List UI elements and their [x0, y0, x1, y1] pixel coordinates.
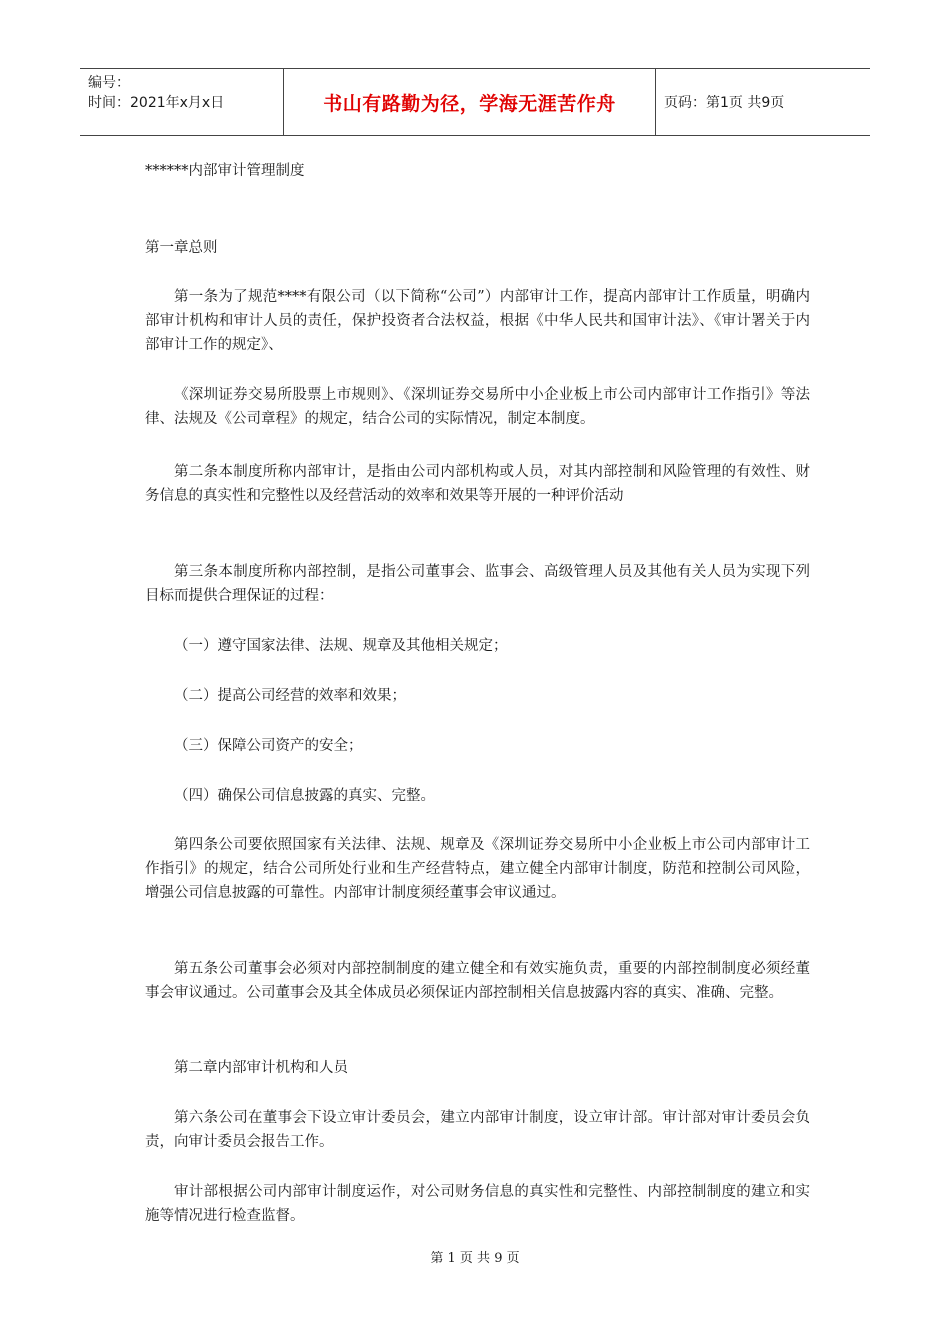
list-item: （一）遵守国家法律、法规、规章及其他相关规定；	[174, 638, 508, 654]
chapter-heading: 第二章内部审计机构和人员	[174, 1060, 348, 1076]
document-header	[80, 68, 870, 136]
list-item: （二）提高公司经营的效率和效果；	[174, 688, 406, 704]
number-label: 编号：	[88, 75, 130, 91]
paragraph: 第四条公司要依照国家有关法律、法规、规章及《深圳证券交易所中小企业板上市公司内部审计工作指引》的规定，结合公司所处行业和生产经营特点，建立健全内部审计制度，防范和控制公司风险，增强公司信息披露的可靠性。内部审计制度须经董事会审议通过。	[145, 837, 810, 901]
paragraph: 第二条本制度所称内部审计，是指由公司内部机构或人员，对其内部控制和风险管理的有效性、财务信息的真实性和完整性以及经营活动的效率和效果等开展的一种评价活动	[145, 464, 810, 504]
paragraph: 第三条本制度所称内部控制，是指公司董事会、监事会、高级管理人员及其他有关人员为实现下列目标而提供合理保证的过程：	[145, 564, 810, 604]
paragraph: 审计部根据公司内部审计制度运作，对公司财务信息的真实性和完整性、内部控制制度的建立和实施等情况进行检查监督。	[145, 1184, 810, 1224]
chapter-heading: 第一章总则	[145, 240, 218, 256]
header-page-info: 页码：第1页 共9页	[664, 95, 785, 111]
paragraph: 第一条为了规范****有限公司（以下简称“公司”）内部审计工作，提高内部审计工作质量，明确内部审计机构和审计人员的责任，保护投资者合法权益，根据《中华人民共和国审计法》、《审计署关于内部审计工作的规定》、	[145, 289, 810, 353]
list-item: （三）保障公司资产的安全；	[174, 738, 363, 754]
list-item: （四）确保公司信息披露的真实、完整。	[174, 788, 435, 804]
header-motto: 书山有路勤为径，学海无涯苦作舟	[283, 69, 656, 135]
page-footer: 第 1 页 共 9 页	[430, 1251, 520, 1266]
time-label: 时间：2021年x月x日	[88, 95, 225, 111]
document-title: ******内部审计管理制度	[145, 163, 305, 179]
header-meta	[80, 69, 283, 135]
paragraph: 第六条公司在董事会下设立审计委员会，建立内部审计制度，设立审计部。审计部对审计委员会负责，向审计委员会报告工作。	[145, 1110, 810, 1150]
paragraph: 第五条公司董事会必须对内部控制制度的建立健全和有效实施负责，重要的内部控制制度必须经董事会审议通过。公司董事会及其全体成员必须保证内部控制相关信息披露内容的真实、准确、完整。	[145, 961, 810, 1001]
paragraph: 《深圳证券交易所股票上市规则》、《深圳证券交易所中小企业板上市公司内部审计工作指引》等法律、法规及《公司章程》的规定，结合公司的实际情况，制定本制度。	[145, 387, 810, 427]
